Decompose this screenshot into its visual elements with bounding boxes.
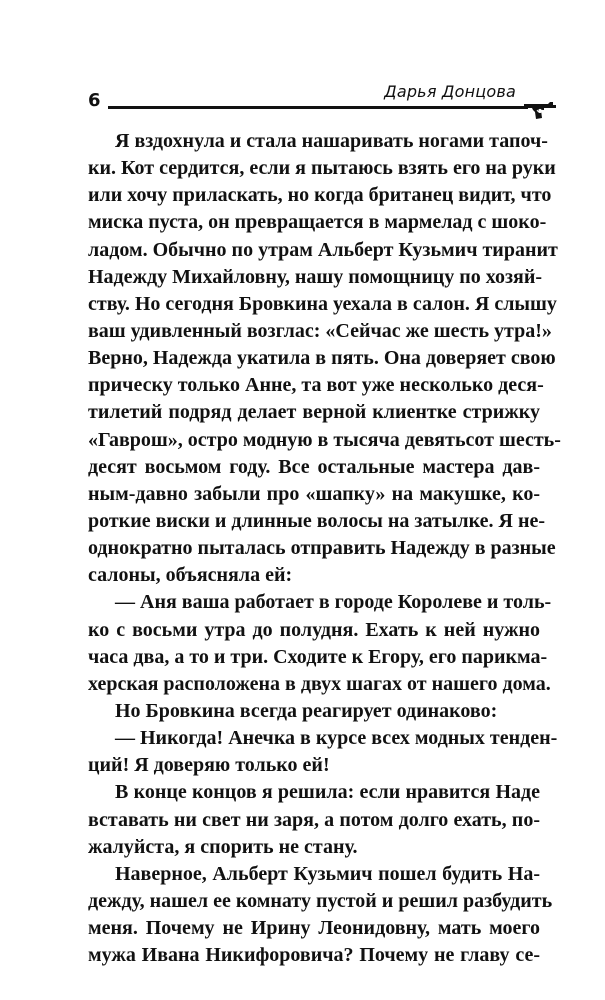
text-line: ству. Но сегодня Бровкина уехала в салон. Я слышу bbox=[88, 292, 557, 315]
text-line: ки. Кот сердится, если я пытаюсь взять его на руки bbox=[88, 157, 556, 180]
text-line: меня. Почему не Ирину Леонидовну, мать моего bbox=[88, 917, 540, 940]
text-line: Но Бровкина всегда реагирует одинаково: bbox=[115, 699, 498, 722]
text-line: херская расположена в двух шагах от нашего дома. bbox=[88, 672, 551, 695]
body-text bbox=[88, 128, 561, 969]
running-header bbox=[88, 80, 558, 120]
text-line: Верно, Надежда укатила в пять. Она доверяет свою bbox=[88, 347, 556, 370]
text-line: однократно пыталась отправить Надежду в разные bbox=[88, 537, 556, 560]
text-line: ваш удивленный возглас: «Сейчас же шесть утра!» bbox=[88, 319, 552, 342]
text-line: В конце концов я решила: если нравится Наде bbox=[115, 781, 540, 804]
text-line: — Аня ваша работает в городе Королеве и толь- bbox=[115, 591, 552, 614]
text-line: Наверное, Альберт Кузьмич пошел будить На- bbox=[115, 862, 540, 885]
text-line: ным-давно забыли про «шапку» на макушке, ко- bbox=[88, 482, 540, 505]
text-line: или хочу приласкать, но когда британец видит, что bbox=[88, 184, 552, 207]
revolver-icon bbox=[522, 98, 558, 122]
text-line: мужа Ивана Никифоровича? Почему не главу се- bbox=[88, 944, 540, 967]
text-line: вставать ни свет ни заря, а потом долго ехать, по- bbox=[88, 808, 540, 831]
text-line: Надежду Михайловну, нашу помощницу по хозяй- bbox=[88, 265, 543, 288]
text-line: Я вздохнула и стала нашаривать ногами тапоч- bbox=[115, 130, 548, 152]
text-line: ций! Я доверяю только ей! bbox=[88, 754, 330, 777]
text-line: прическу только Анне, та вот уже несколько деся- bbox=[88, 374, 544, 397]
text-line: «Гаврош», остро модную в тысяча девятьсот шесть- bbox=[88, 428, 561, 451]
text-line: — Никогда! Анечка в курсе всех модных тенден- bbox=[115, 727, 558, 750]
author-name: Дарья Донцова bbox=[384, 82, 516, 101]
text-line: ладом. Обычно по утрам Альберт Кузьмич тиранит bbox=[88, 238, 558, 261]
text-line: ко с восьми утра до полудня. Ехать к ней нужно bbox=[88, 618, 540, 641]
text-line: салоны, объясняла ей: bbox=[88, 564, 293, 587]
text-line: тилетий подряд делает верной клиентке стрижку bbox=[88, 401, 540, 424]
text-line: жалуйста, я спорить не стану. bbox=[88, 835, 358, 858]
text-line: десят восьмом году. Все остальные мастера дав- bbox=[88, 455, 540, 478]
text-line: роткие виски и длинные волосы на затылке. Я не- bbox=[88, 509, 546, 532]
text-line: миска пуста, он превращается в мармелад с шоко- bbox=[88, 211, 547, 234]
text-line: дежду, нашел ее комнату пустой и решил разбудить bbox=[88, 889, 553, 912]
header-rule bbox=[108, 106, 528, 109]
page-number: 6 bbox=[88, 90, 101, 111]
text-line: часа два, а то и три. Сходите к Егору, его парикма- bbox=[88, 645, 548, 668]
